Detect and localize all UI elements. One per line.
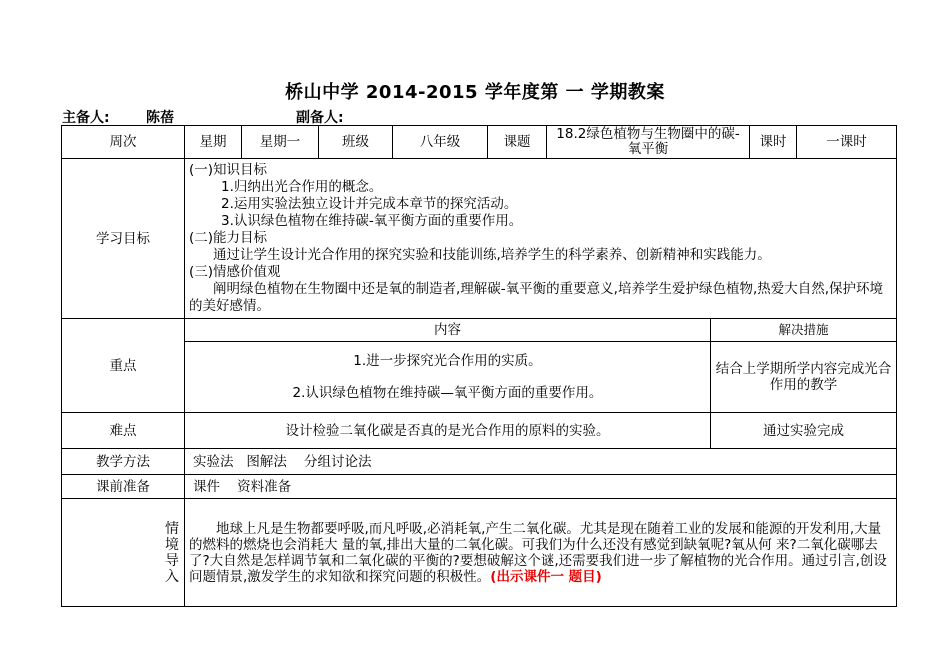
goals-label: 学习目标: [62, 159, 185, 319]
solution-header: 解决措施: [711, 319, 897, 342]
intro-label-char: 入: [165, 568, 179, 585]
weekday-value: 星期一: [242, 126, 319, 159]
intro-text: 地球上凡是生物都要呼吸,而凡呼吸,必消耗氧,产生二氧化碳。尤其是现在随着工业的发展和能源的开发利用,大量的燃料的燃烧也会消耗大 量的氧,排出大量的二氧化碳。可我们为什么还没有感觉到缺氧呢?氧从何 来?二氧化碳哪去了?大自然是怎样调节氧和二氧化碳的平衡的?要想破解这个谜,还需要我们进一步了解植物的光合作用。通过引言,创设问题情景,激发学生的求知欲和探究问题的积极性。: [189, 520, 887, 585]
weekday-label: 星期: [185, 126, 242, 159]
keypoint-item: 1.进一步探究光合作用的实质。: [353, 353, 542, 369]
goals-row: [62, 159, 897, 319]
ability-text: 通过让学生设计光合作用的探究实验和技能训练,培养学生的科学素养、创新精神和实践能力。: [213, 247, 771, 263]
emotion-heading: (三)情感价值观: [189, 264, 281, 280]
methods-row: [62, 449, 897, 475]
class-label: 班级: [319, 126, 393, 159]
intro-label-char: 情: [165, 520, 179, 537]
knowledge-item: 3.认识绿色植物在维持碳-氧平衡方面的重要作用。: [221, 213, 523, 229]
keypoints-label: 重点: [62, 319, 185, 413]
knowledge-item: 1.归纳出光合作用的概念。: [221, 179, 383, 195]
knowledge-item: 2.运用实验法独立设计并完成本章节的探究活动。: [221, 196, 518, 212]
prep-row: [62, 475, 897, 499]
goals-content: [185, 159, 897, 319]
content-header: 内容: [185, 319, 711, 342]
period-label: 课时: [750, 126, 797, 159]
header-row: [62, 126, 897, 159]
intro-label-char: 境: [165, 536, 179, 553]
intro-content: [185, 499, 897, 607]
topic-label: 课题: [488, 126, 547, 159]
keypoints-header-row: [62, 319, 897, 342]
intro-label: [62, 499, 185, 607]
emotion-text: 阐明绿色植物在生物圈中还是氧的制造者,理解碳-氧平衡的重要意义,培养学生爱护绿色植物,热爱大自然,保护环境的美好感情。: [189, 281, 884, 314]
ability-heading: (二)能力目标: [189, 230, 268, 246]
intro-row: [62, 499, 897, 607]
lesson-plan-table: [61, 125, 897, 607]
period-value: 一课时: [797, 126, 897, 159]
topic-value: 18.2绿色植物与生物圈中的碳-氧平衡: [547, 126, 750, 159]
main-preparer-label: 主备人:: [62, 110, 110, 126]
prep-value: 课件 资料准备: [185, 475, 897, 499]
difficulty-solution: 通过实验完成: [711, 413, 897, 449]
keypoint-item: 2.认识绿色植物在维持碳—氧平衡方面的重要作用。: [292, 385, 603, 401]
keypoints-content: [185, 342, 711, 413]
deputy-preparer-label: 副备人:: [296, 110, 344, 126]
intro-label-char: 导: [165, 552, 179, 569]
difficulty-row: [62, 413, 897, 449]
keypoints-row: [62, 342, 897, 413]
main-preparer-name: 陈蓓: [146, 110, 174, 126]
difficulty-label: 难点: [62, 413, 185, 449]
prep-label: 课前准备: [62, 475, 185, 499]
methods-label: 教学方法: [62, 449, 185, 475]
knowledge-heading: (一)知识目标: [189, 162, 268, 178]
intro-highlight: (出示课件一 题目): [490, 568, 602, 585]
class-value: 八年级: [393, 126, 488, 159]
difficulty-content: 设计检验二氧化碳是否真的是光合作用的原料的实验。: [185, 413, 711, 449]
methods-value: 实验法 图解法 分组讨论法: [185, 449, 897, 475]
document-title: 桥山中学 2014-2015 学年度第 一 学期教案: [285, 82, 665, 103]
keypoints-solution: 结合上学期所学内容完成光合作用的教学: [711, 342, 897, 413]
week-label: 周次: [62, 126, 185, 159]
